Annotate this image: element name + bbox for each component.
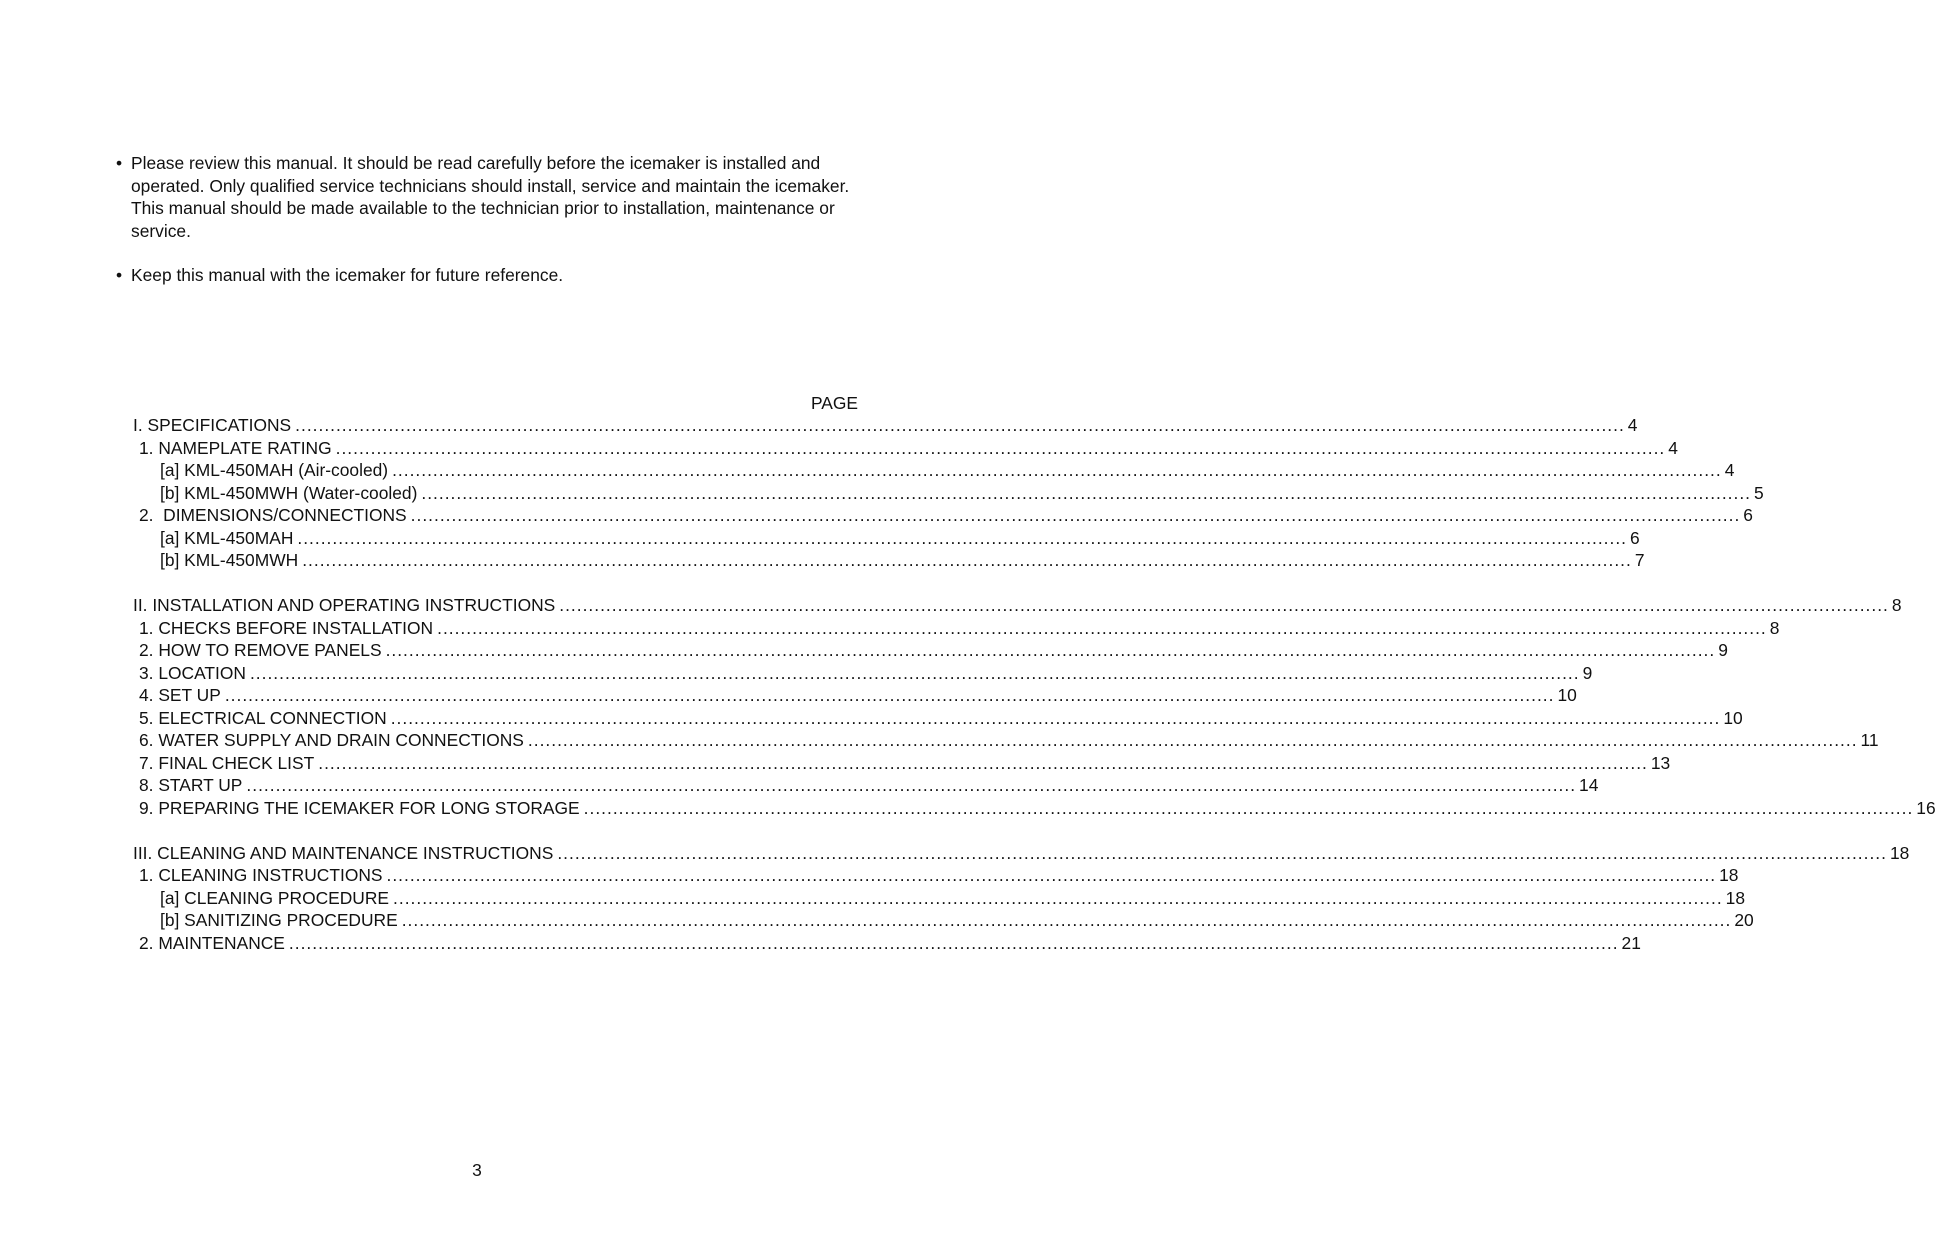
- intro-note-keep: [116, 264, 861, 287]
- toc-entry-label: 6. WATER SUPPLY AND DRAIN CONNECTIONS: [139, 730, 524, 750]
- toc-entry-page: 18: [1725, 887, 1745, 908]
- toc-entry-page: 4: [1668, 437, 1678, 458]
- toc-leader: [411, 504, 1741, 527]
- toc-entry[interactable]: [0, 414, 1638, 437]
- toc-entry-page: 13: [1650, 752, 1671, 773]
- intro-note-text: Keep this manual with the icemaker for future reference.: [131, 265, 564, 285]
- toc-leader: [402, 909, 1732, 932]
- toc-leader: [393, 887, 1723, 910]
- intro-note-text: Please review this manual. It should be read carefully before the icemaker is installed and operated. Only qualified service technicians should install, service and maintain the icemaker. This manual should be made available to the technician prior to installation, maintenance or service.: [131, 153, 850, 241]
- toc-entry[interactable]: [0, 527, 1640, 550]
- toc-entry-label: 7. FINAL CHECK LIST: [139, 752, 315, 773]
- toc-leader: [302, 549, 1632, 572]
- toc-entry-label: [b] SANITIZING PROCEDURE: [160, 910, 398, 930]
- toc-entry[interactable]: [0, 909, 1754, 932]
- toc-entry-page: 14: [1579, 775, 1599, 795]
- toc-entry[interactable]: [0, 774, 1599, 797]
- toc-entry-label: 5. ELECTRICAL CONNECTION: [139, 707, 387, 728]
- toc-leader: [392, 459, 1722, 482]
- toc-entry[interactable]: [0, 887, 1745, 910]
- toc-leader: [387, 864, 1717, 887]
- toc-entry-page: 20: [1734, 910, 1754, 930]
- intro-notes: [116, 152, 861, 287]
- toc-entry[interactable]: [0, 504, 1753, 527]
- table-of-contents: [0, 414, 1936, 954]
- toc-entry[interactable]: [0, 662, 1593, 685]
- toc-entry-page: 6: [1743, 505, 1753, 525]
- toc-leader: [557, 842, 1887, 865]
- toc-entry-label: 3. LOCATION: [139, 662, 246, 683]
- toc-entry-label: [a] KML-450MAH: [160, 527, 294, 548]
- toc-entry[interactable]: [0, 549, 1645, 572]
- toc-leader: [584, 797, 1914, 820]
- toc-entry-label: II. INSTALLATION AND OPERATING INSTRUCTIONS: [133, 595, 556, 615]
- toc-entry-page: 8: [1769, 617, 1780, 638]
- toc-entry[interactable]: [0, 639, 1728, 662]
- toc-entry-page: 18: [1719, 865, 1739, 885]
- toc-entry[interactable]: [0, 932, 1641, 955]
- toc-entry[interactable]: [0, 684, 1577, 707]
- toc-entry-page: 9: [1718, 640, 1728, 660]
- toc-entry[interactable]: [0, 797, 1936, 820]
- intro-note-review: [116, 152, 861, 242]
- toc-entry-page: 11: [1860, 730, 1879, 750]
- toc-entry-page: 18: [1889, 842, 1910, 863]
- toc-entry-label: I. SPECIFICATIONS: [133, 415, 292, 435]
- bullet-icon: •: [116, 265, 123, 285]
- toc-entry-label: 4. SET UP: [139, 685, 221, 705]
- toc-entry[interactable]: [0, 729, 1879, 752]
- toc-entry[interactable]: [0, 482, 1764, 505]
- toc-leader: [246, 774, 1576, 797]
- toc-entry[interactable]: [0, 752, 1671, 775]
- toc-entry-label: [a] CLEANING PROCEDURE: [160, 887, 390, 908]
- toc-entry[interactable]: [0, 594, 1902, 617]
- toc-entry-page: 7: [1634, 550, 1645, 570]
- toc-leader: [421, 482, 1751, 505]
- toc-entry-page: 4: [1724, 460, 1735, 480]
- toc-entry-page: 10: [1723, 707, 1743, 728]
- toc-leader: [437, 617, 1767, 640]
- toc-entry[interactable]: [0, 842, 1910, 865]
- toc-entry-label: 8. START UP: [139, 775, 243, 795]
- toc-page-header: PAGE: [810, 393, 858, 413]
- toc-leader: [225, 684, 1555, 707]
- toc-entry-label: [a] KML-450MAH (Air-cooled): [160, 460, 389, 480]
- page-number: 3: [472, 1160, 482, 1180]
- toc-entry[interactable]: [0, 864, 1739, 887]
- toc-entry[interactable]: [0, 707, 1743, 730]
- toc-entry-label: 1. NAMEPLATE RATING: [139, 437, 332, 458]
- toc-entry[interactable]: [0, 459, 1735, 482]
- toc-entry-label: [b] KML-450MWH: [160, 550, 299, 570]
- toc-entry-label: 2. MAINTENANCE: [139, 932, 285, 953]
- toc-leader: [528, 729, 1858, 752]
- toc-leader: [250, 662, 1580, 685]
- toc-leader: [336, 437, 1666, 460]
- toc-entry-label: 2. HOW TO REMOVE PANELS: [139, 640, 382, 660]
- toc-entry-page: 4: [1627, 415, 1638, 435]
- toc-leader: [289, 932, 1619, 955]
- toc-entry-label: 2. DIMENSIONS/CONNECTIONS: [139, 505, 407, 525]
- toc-leader: [297, 527, 1627, 550]
- toc-entry-label: III. CLEANING AND MAINTENANCE INSTRUCTIONS: [133, 842, 554, 863]
- toc-entry-page: 16: [1916, 797, 1936, 818]
- toc-entry-page: 9: [1582, 662, 1593, 683]
- toc-leader: [386, 639, 1716, 662]
- toc-entry-page: 6: [1630, 527, 1640, 548]
- toc-entry-page: 8: [1891, 595, 1902, 615]
- toc-entry-label: 1. CLEANING INSTRUCTIONS: [139, 865, 383, 885]
- toc-entry-page: 10: [1557, 685, 1577, 705]
- toc-entry[interactable]: [0, 617, 1780, 640]
- toc-entry-label: [b] KML-450MWH (Water-cooled): [160, 482, 418, 503]
- toc-leader: [391, 707, 1721, 730]
- toc-entry-label: 9. PREPARING THE ICEMAKER FOR LONG STORAGE: [139, 797, 580, 818]
- toc-entry-page: 5: [1754, 482, 1764, 503]
- toc-leader: [318, 752, 1648, 775]
- toc-leader: [559, 594, 1889, 617]
- toc-entry-page: 21: [1621, 932, 1641, 953]
- bullet-icon: •: [116, 153, 123, 173]
- toc-leader: [295, 414, 1625, 437]
- toc-entry-label: 1. CHECKS BEFORE INSTALLATION: [139, 617, 434, 638]
- toc-entry[interactable]: [0, 437, 1678, 460]
